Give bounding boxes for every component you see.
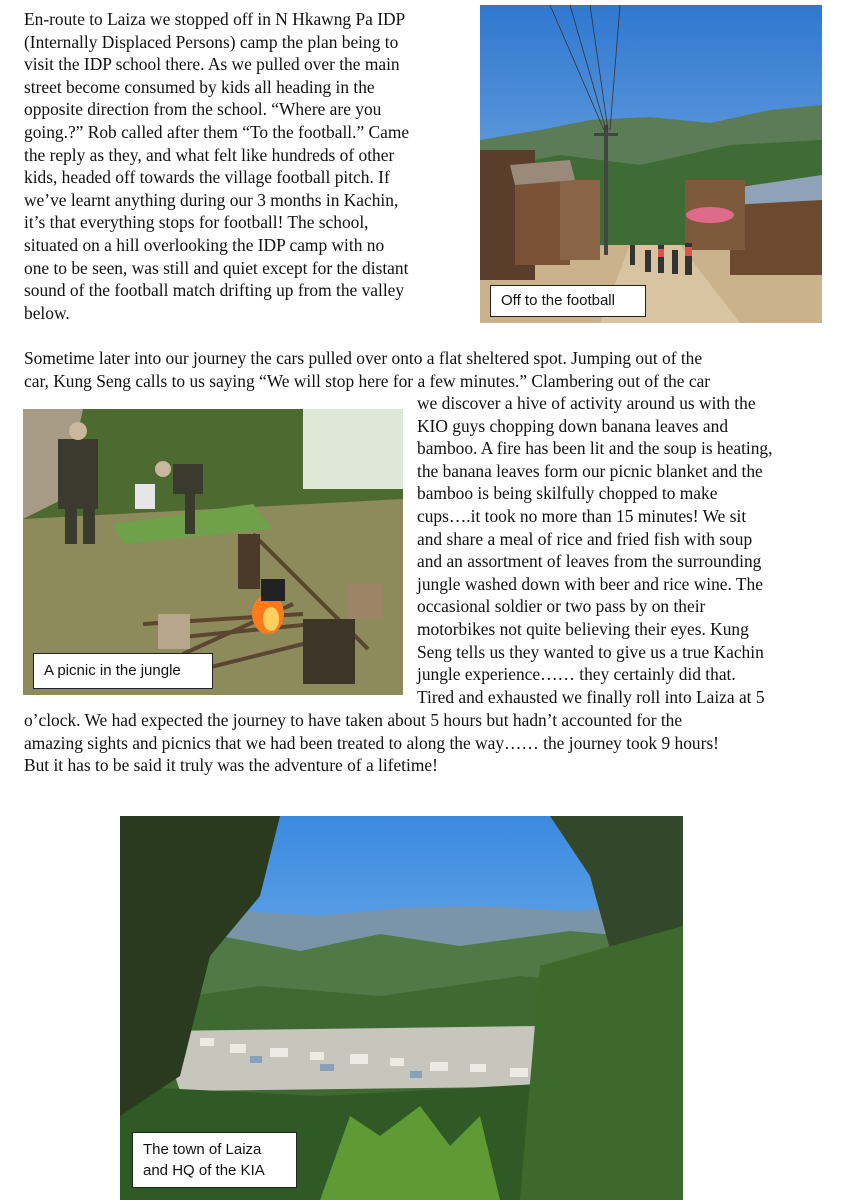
paragraph-picnic-details: we discover a hive of activity around us with the KIO guys chopping down banana leaves and bamboo. A fire has been lit and the soup is heating, the banana leaves form our picnic blanket and the bamboo is being skilfully chopped to make cups….it took no more than 15 minutes! We sit and share a meal of rice and fried fish with soup and an assortment of leaves from the surrounding jungle washed down with beer and rice wine. The occasional soldier or two pass by on their motorbikes not quite believing their eyes. Kung Seng tells us they wanted to give us a true Kachin jungle experience…… they certainly did that. Tired and exhausted we finally roll into Laiza at 5 <box>417 393 773 707</box>
photo-town-of-laiza <box>120 816 683 1200</box>
street-scene-image <box>480 5 822 323</box>
caption-laiza: The town of Laiza and HQ of the KIA <box>132 1132 297 1188</box>
caption-football: Off to the football <box>490 285 646 317</box>
paragraph-idp-camp: En-route to Laiza we stopped off in N Hkawng Pa IDP (Internally Displaced Persons) camp the plan being to visit the IDP school there. As we pulled over the main street become consumed by kids all heading in the opposite direction from the school. “Where are you going.?” Rob called after them “To the football.” Came the reply as they, and what felt like hundreds of other kids, headed off towards the village football pitch. If we’ve learnt anything during our 3 months in Kachin, it’s that everything stops for football! The school, situated on a hill overlooking the IDP camp with no one to be seen, was still and quiet except for the distant sound of the football match drifting up from the valley below. <box>24 9 410 323</box>
paragraph-arrival-laiza: o’clock. We had expected the journey to have taken about 5 hours but hadn’t accounted for the amazing sights and picnics that we had been treated to along the way…… the journey took 9 hours! But it has to be said it truly was the adventure of a lifetime! <box>24 710 719 776</box>
photo-off-to-football <box>480 5 822 323</box>
photo-picnic-in-jungle <box>23 409 403 695</box>
paragraph-picnic-intro: Sometime later into our journey the cars pulled over onto a flat sheltered spot. Jumping out of the car, Kung Seng calls to us saying “We will stop here for a few minutes.” Clambering out of the car <box>24 348 711 391</box>
caption-picnic: A picnic in the jungle <box>33 653 213 689</box>
